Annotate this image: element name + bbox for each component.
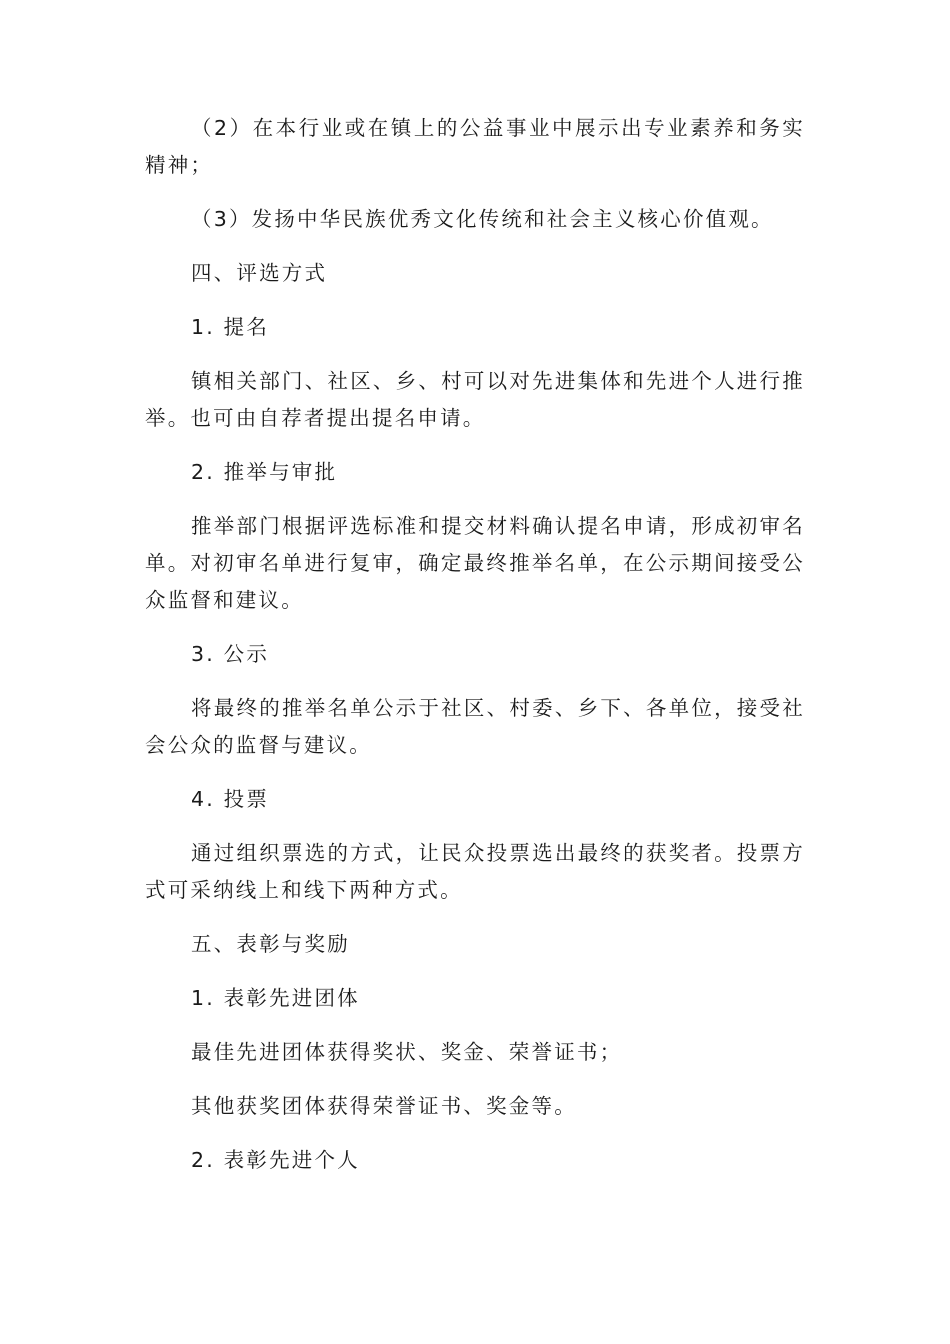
section-heading-selection-method: 四、评选方式 xyxy=(191,261,328,285)
paragraph-best-group-awards: 最佳先进团体获得奖状、奖金、荣誉证书； xyxy=(191,1040,623,1064)
section-heading-commendation-rewards: 五、表彰与奖励 xyxy=(191,932,350,956)
paragraph-voting: 通过组织票选的方式，让民众投票选出最终的获奖者。投票方式可采纳线上和线下两种方式。 xyxy=(145,841,805,902)
document-body xyxy=(145,110,805,1196)
subheading-publicity: 3. 公示 xyxy=(191,642,270,666)
paragraph-recommendation-approval: 推举部门根据评选标准和提交材料确认提名申请，形成初审名单。对初审名单进行复审，确定最终推举名单，在公示期间接受公众监督和建议。 xyxy=(145,514,805,612)
criterion-item-2: （2）在本行业或在镇上的公益事业中展示出专业素养和务实精神； xyxy=(145,116,805,177)
subheading-nomination: 1. 提名 xyxy=(191,315,270,339)
subheading-commend-groups: 1. 表彰先进团体 xyxy=(191,986,360,1010)
subheading-voting: 4. 投票 xyxy=(191,787,270,811)
subheading-recommendation-approval: 2. 推举与审批 xyxy=(191,460,338,484)
subheading-commend-individuals: 2. 表彰先进个人 xyxy=(191,1148,360,1172)
paragraph-other-group-awards: 其他获奖团体获得荣誉证书、奖金等。 xyxy=(191,1094,577,1118)
paragraph-nomination: 镇相关部门、社区、乡、村可以对先进集体和先进个人进行推举。也可由自荐者提出提名申请。 xyxy=(145,369,805,430)
criterion-item-3: （3）发扬中华民族优秀文化传统和社会主义核心价值观。 xyxy=(191,207,774,231)
paragraph-publicity: 将最终的推举名单公示于社区、村委、乡下、各单位，接受社会公众的监督与建议。 xyxy=(145,696,805,757)
